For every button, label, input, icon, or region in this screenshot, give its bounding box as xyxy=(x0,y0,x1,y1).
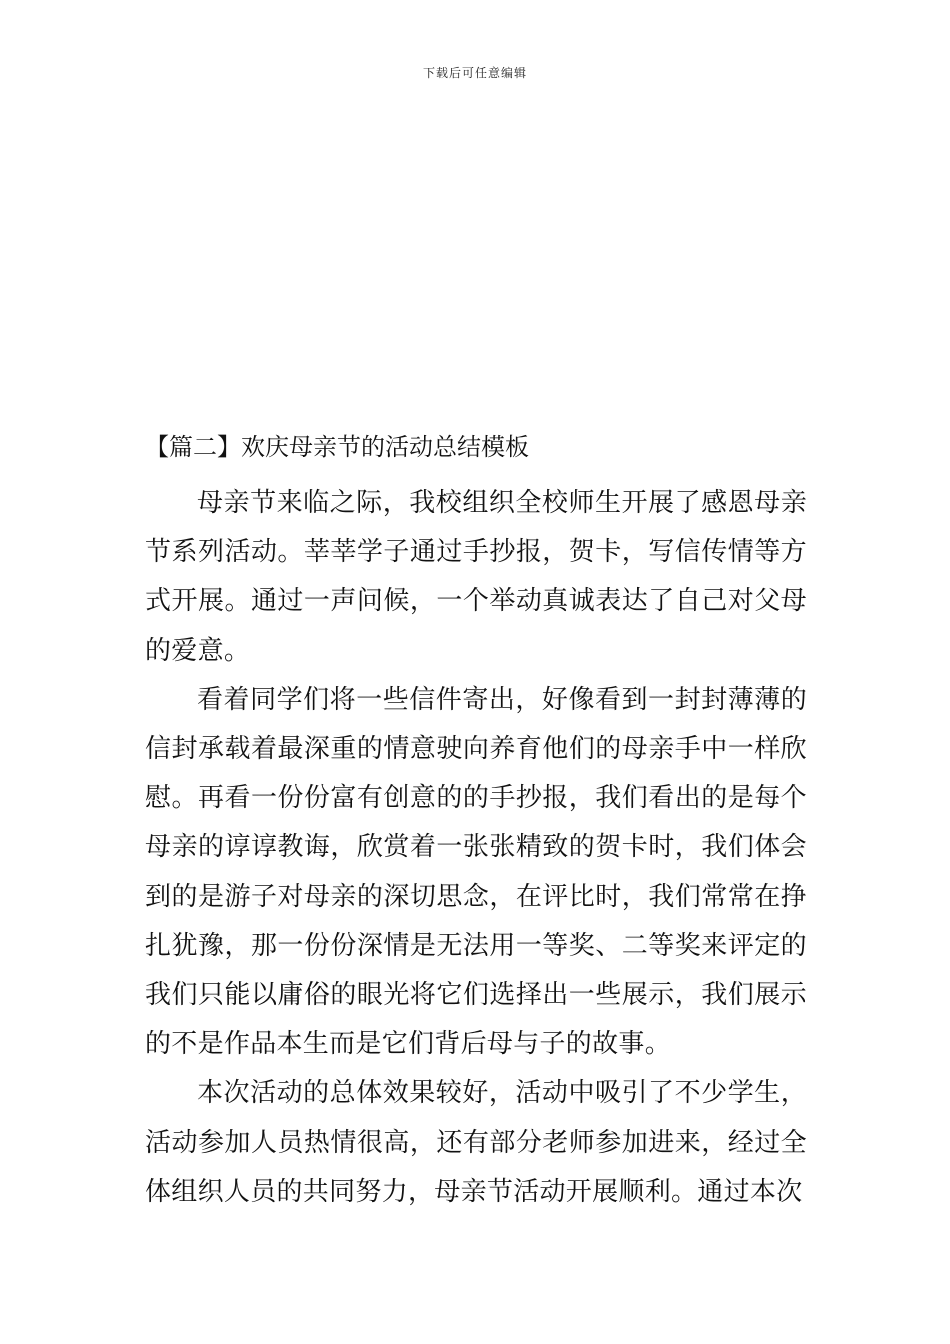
header-note: 下载后可任意编辑 xyxy=(422,66,527,80)
paragraph-2: 看着同学们将一些信件寄出，好像看到一封封薄薄的信封承载着最深重的情意驶向养育他们的母亲手中一样欣慰。再看一份份富有创意的的手抄报，我们看出的是每个母亲的谆谆教诲，欣赏着一张张精致的贺卡时，我们体会到的是游子对母亲的深切思念，在评比时，我们常常在挣扎犹豫，那一份份深情是无法用一等奖、二等奖来评定的我们只能以庸俗的眼光将它们选择出一些展示，我们展示的不是作品本生而是它们背后母与子的故事。 xyxy=(145,684,807,1060)
paragraph-3: 本次活动的总体效果较好，活动中吸引了不少学生，活动参加人员热情很高，还有部分老师参加进来，经过全体组织人员的共同努力，母亲节活动开展顺利。通过本次 xyxy=(145,1078,807,1207)
paragraph-1: 母亲节来临之际，我校组织全校师生开展了感恩母亲节系列活动。莘莘学子通过手抄报，贺卡，写信传情等方式开展。通过一声问候，一个举动真诚表达了自己对父母的爱意。 xyxy=(145,488,807,666)
document-body xyxy=(145,427,807,1217)
section-heading: 【篇二】欢庆母亲节的活动总结模板 xyxy=(145,433,529,461)
